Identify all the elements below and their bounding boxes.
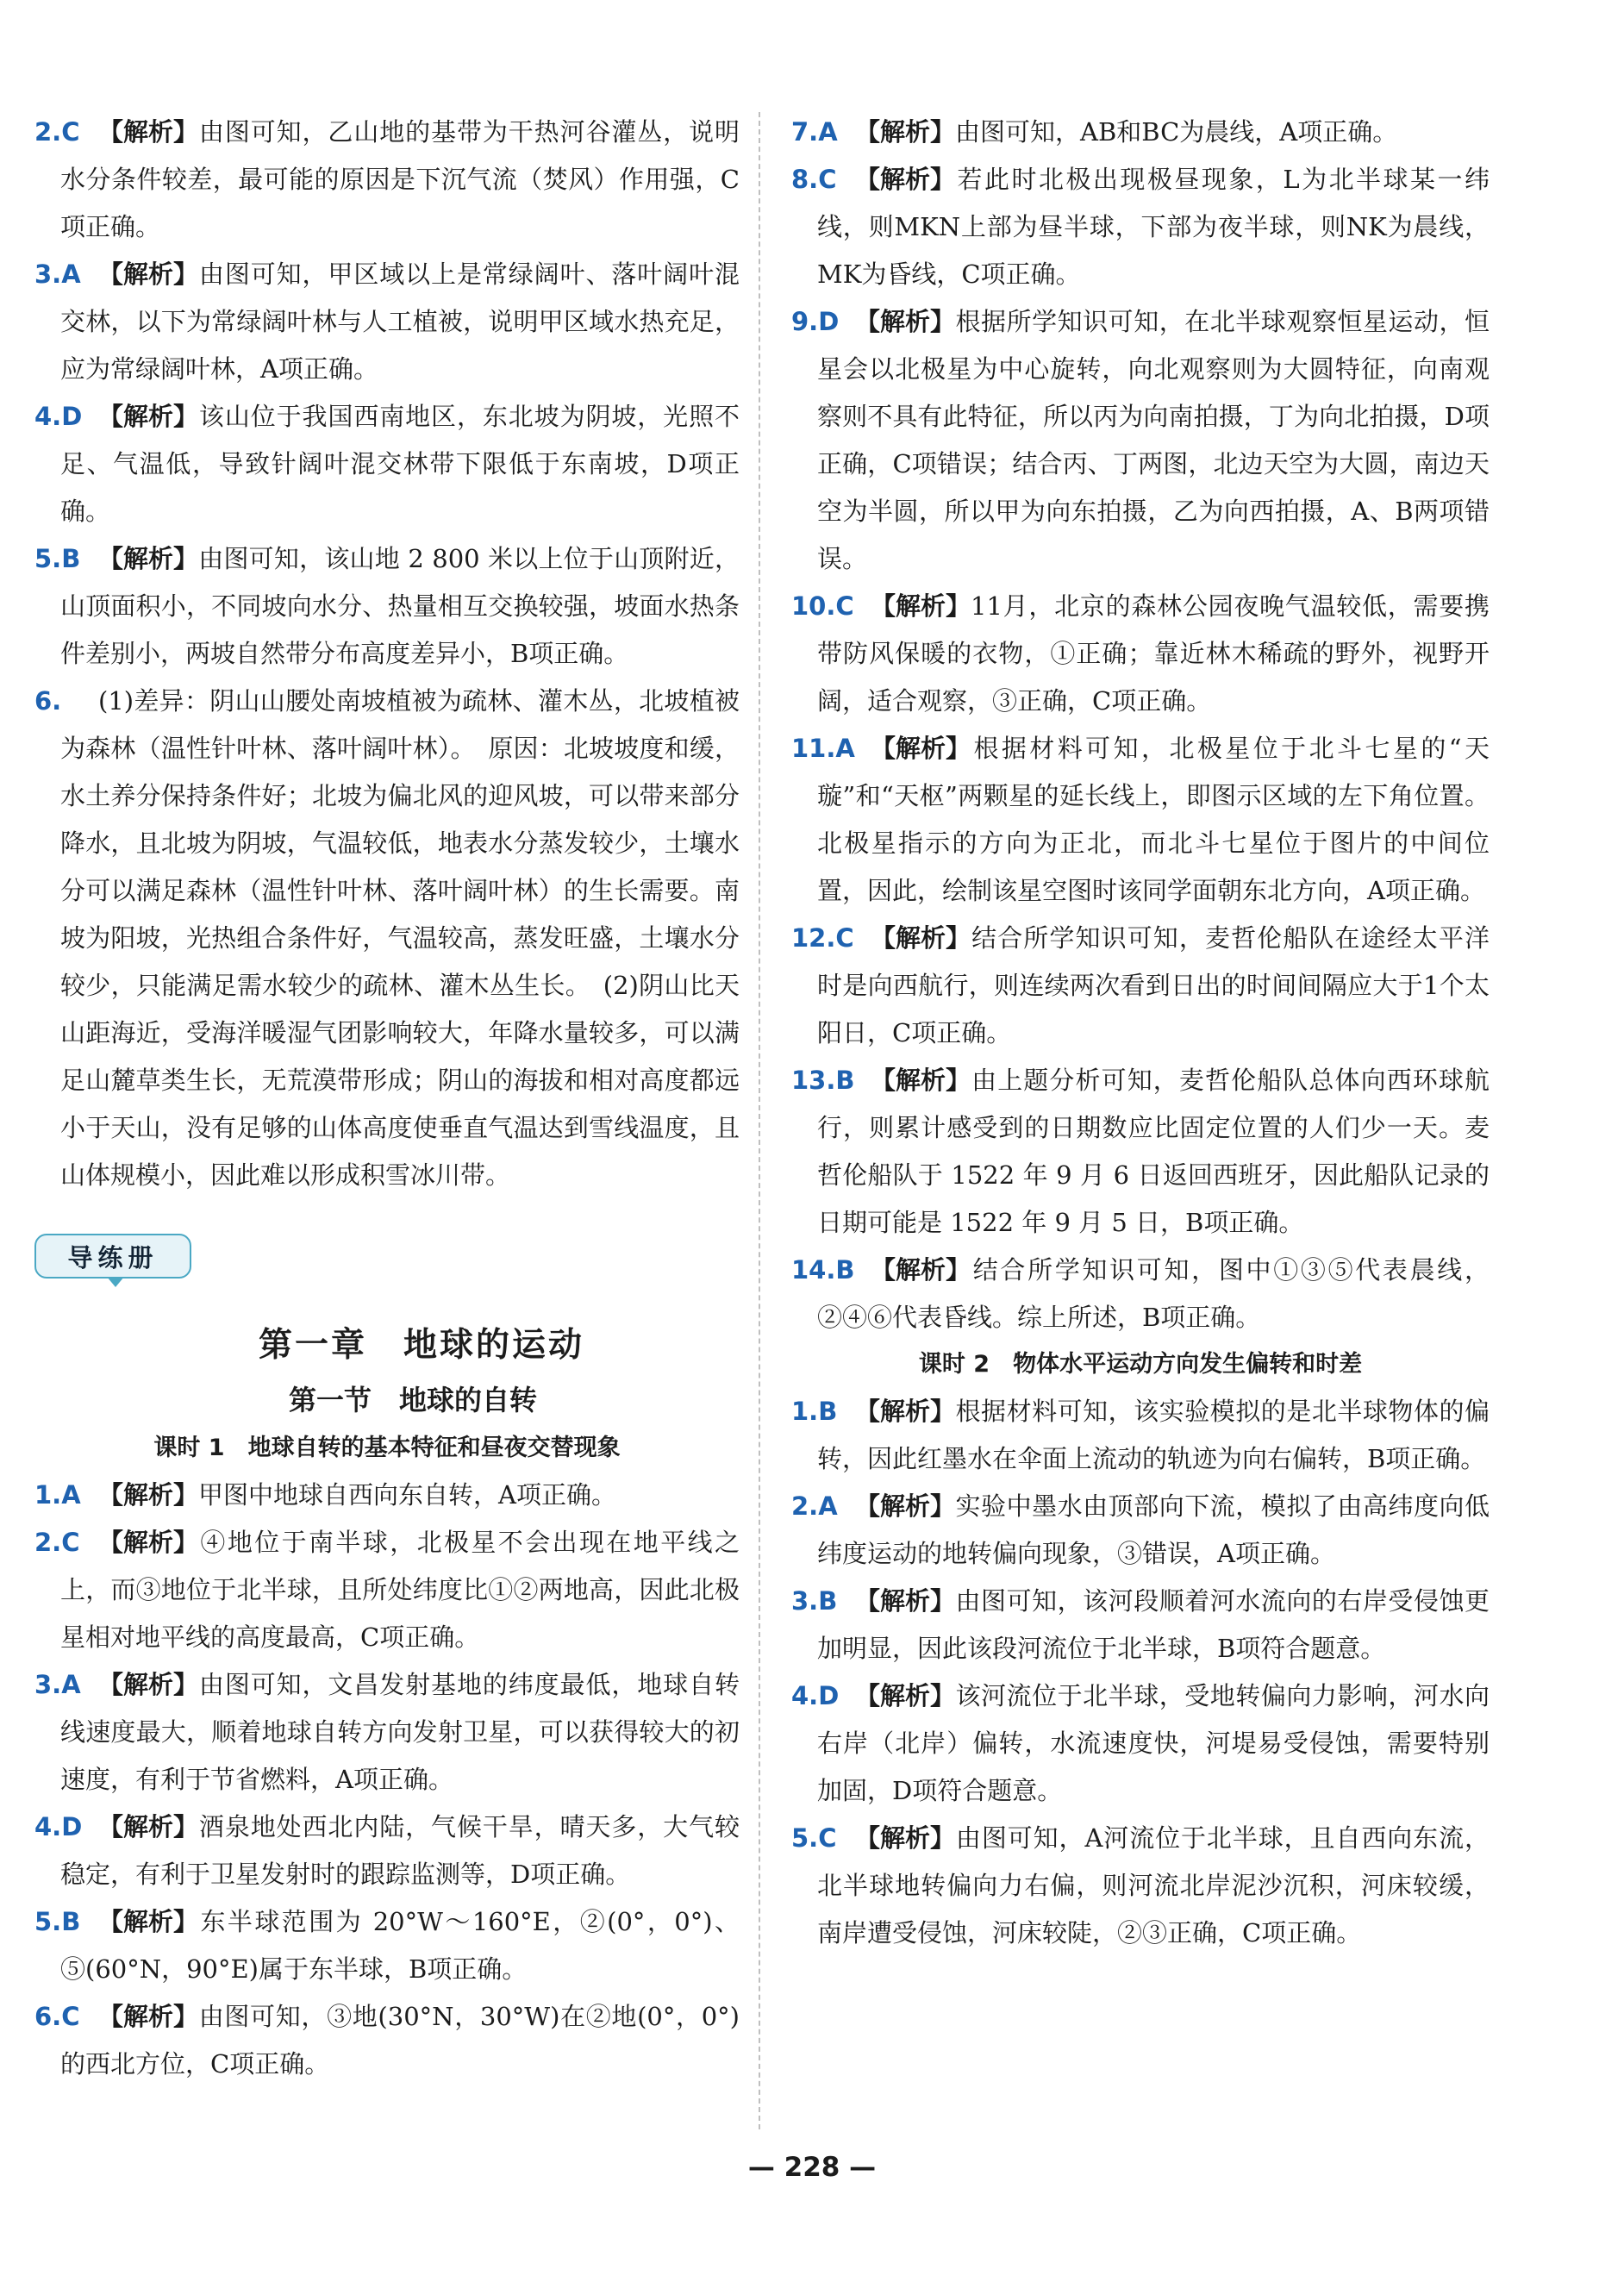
answer-text: 由上题分析可知，麦哲伦船队总体向西环球航行，则累计感受到的日期数应比固定位置的人们少一天。麦哲伦船队于 1522 年 9 月 6 日返回西班牙，因此船队记录的日期可能是 1522 年 9 月 5 日，B项正确。 [817, 1066, 1490, 1237]
answer-number: 2.A [791, 1491, 838, 1521]
analysis-tag: 【解析】 [871, 1066, 971, 1095]
analysis-tag: 【解析】 [855, 165, 956, 194]
answer-number: 4.D [791, 1681, 840, 1710]
answer-number: 6. [34, 686, 62, 716]
answer-number: 14.B [791, 1255, 855, 1285]
analysis-tag: 【解析】 [98, 1670, 199, 1699]
answer-text: 由图可知，A河流位于北半球，且自西向东流，北半球地转偏向力右偏，则河流北岸泥沙沉积，河床较缓，南岸遭受侵蚀，河床较陡，②③正确，C项正确。 [817, 1823, 1490, 1948]
page-number: — 228 — [747, 2152, 877, 2183]
lesson-title-2: 课时 2 物体水平运动方向发生偏转和时差 [918, 1351, 1363, 1378]
answer-text: 由图可知，该河段顺着河水流向的右岸受侵蚀更加明显，因此该段河流位于北半球，B项符合题意。 [817, 1586, 1490, 1663]
analysis-tag: 【解析】 [855, 1586, 956, 1616]
answer-entry [791, 1247, 1490, 1341]
answer-entry [791, 1388, 1490, 1483]
answer-number: 4.D [34, 1812, 83, 1841]
analysis-tag: 【解析】 [98, 259, 199, 289]
answer-number: 3.B [791, 1586, 838, 1616]
answer-entry [791, 1815, 1490, 1957]
answer-entry [34, 393, 740, 535]
answer-text: 由图可知，文昌发射基地的纬度最低，地球自转线速度最大，顺着地球自转方向发射卫星，可以获得较大的初速度，有利于节省燃料，A项正确。 [60, 1670, 740, 1794]
analysis-tag: 【解析】 [98, 2002, 199, 2031]
answer-entry [34, 251, 740, 393]
analysis-tag: 【解析】 [855, 307, 956, 336]
section-title: 第一节 地球的自转 [288, 1384, 537, 1416]
answer-text: 该河流位于北半球，受地转偏向力影响，河水向右岸（北岸）偏转，水流速度快，河堤易受侵蚀，需要特别加固，D项符合题意。 [817, 1681, 1490, 1805]
answer-text: 东半球范围为 20°W～160°E，②(0°，0°)、⑤(60°N，90°E)属于东半球，B项正确。 [60, 1907, 740, 1984]
answer-text: 由图可知，甲区域以上是常绿阔叶、落叶阔叶混交林，以下为常绿阔叶林与人工植被，说明甲区域水热充足，应为常绿阔叶林，A项正确。 [60, 259, 740, 384]
answer-entry [791, 1483, 1490, 1578]
answer-entry [791, 298, 1490, 583]
analysis-tag: 【解析】 [98, 1907, 199, 1936]
answer-number: 9.D [791, 307, 840, 336]
answer-text: 根据所学知识可知，在北半球观察恒星运动，恒星会以北极星为中心旋转，向北观察则为大圆特征，向南观察则不具有此特征，所以丙为向南拍摄，丁为向北拍摄，D项正确，C项错误；结合丙、丁两图，北边天空为大圆，南边天空为半圆，所以甲为向东拍摄，乙为向西拍摄，A、B两项错误。 [817, 307, 1490, 573]
answer-entry [34, 1661, 740, 1804]
answer-entry [34, 1993, 740, 2088]
chapter-title: 第一章 地球的运动 [258, 1325, 584, 1365]
answer-number: 6.C [34, 2002, 80, 2031]
answer-number: 3.A [34, 1670, 81, 1699]
analysis-tag: 【解析】 [98, 1812, 199, 1841]
answer-entry [791, 1672, 1490, 1815]
right-answers-bottom [791, 1388, 1490, 1957]
answer-entry [34, 678, 740, 1199]
left-answers-top [34, 109, 740, 1199]
right-column [791, 109, 1490, 1957]
answer-text: 酒泉地处西北内陆，气候干旱，晴天多，大气较稳定，有利于卫星发射时的跟踪监测等，D项正确。 [60, 1812, 740, 1889]
answer-text: 根据材料可知，该实验模拟的是北半球物体的偏转，因此红墨水在伞面上流动的轨迹为向右偏转，B项正确。 [817, 1397, 1490, 1473]
answer-text: (1)差异：阴山山腰处南坡植被为疏林、灌木丛，北坡植被为森林（温性针叶林、落叶阔叶林）。 原因：北坡坡度和缓，水土养分保持条件好；北坡为偏北风的迎风坡，可以带来部分降水，且北坡为阴坡，气温较低，地表水分蒸发较少，土壤水分可以满足森林（温性针叶林、落叶阔叶林）的生长需要。南坡为阳坡，光热组合条件好，气温较高，蒸发旺盛，土壤水分较少，只能满足需水较少的疏林、灌木丛生长。 (2)阴山比天山距海近，受海洋暖湿气团影响较大，年降水量较多，可以满足山麓草类生长，无荒漠带形成；阴山的海拔和相对高度都远小于天山，没有足够的山体高度使垂直气温达到雪线温度，且山体规模小，因此难以形成积雪冰川带。 [60, 686, 740, 1190]
lesson-title-1: 课时 1 地球自转的基本特征和昼夜交替现象 [153, 1435, 621, 1461]
answer-number: 8.C [791, 165, 837, 194]
analysis-tag: 【解析】 [855, 1491, 956, 1521]
column-divider [759, 112, 760, 2129]
left-column [34, 109, 740, 2088]
analysis-tag: 【解析】 [855, 1397, 956, 1426]
analysis-tag: 【解析】 [855, 117, 956, 147]
answer-text: 根据材料可知，北极星位于北斗七星的“天璇”和“天枢”两颗星的延长线上，即图示区域的左下角位置。北极星指示的方向为正北，而北斗七星位于图片的中间位置，因此，绘制该星空图时该同学面朝东北方向，A项正确。 [817, 734, 1490, 905]
answer-number: 5.B [34, 544, 81, 573]
answer-text: 由图可知，该山地 2 800 米以上位于山顶附近，山顶面积小，不同坡向水分、热量相互交换较强，坡面水热条件差别小，两坡自然带分布高度差异小，B项正确。 [60, 544, 740, 668]
answer-text: 由图可知，③地(30°N，30°W)在②地(0°，0°)的西北方位，C项正确。 [60, 2002, 740, 2079]
left-answers-bottom [34, 1472, 740, 2088]
analysis-tag: 【解析】 [98, 1528, 199, 1557]
answer-number: 1.B [791, 1397, 838, 1426]
answer-text: 由图可知，AB和BC为晨线，A项正确。 [955, 117, 1398, 147]
analysis-tag: 【解析】 [871, 1255, 971, 1285]
answer-number: 7.A [791, 117, 838, 147]
answer-number: 11.A [791, 734, 855, 763]
right-answers-top [791, 109, 1490, 1341]
analysis-tag: 【解析】 [98, 544, 199, 573]
answer-number: 5.C [791, 1823, 837, 1853]
analysis-tag: 【解析】 [855, 1681, 956, 1710]
analysis-tag: 【解析】 [871, 734, 971, 763]
answer-number: 1.A [34, 1480, 81, 1510]
analysis-tag: 【解析】 [855, 1823, 956, 1853]
answer-number: 2.C [34, 117, 80, 147]
answer-entry [34, 535, 740, 678]
analysis-tag: 【解析】 [98, 1480, 199, 1510]
answer-entry [34, 1472, 740, 1519]
answer-number: 2.C [34, 1528, 80, 1557]
answer-text: 实验中墨水由顶部向下流，模拟了由高纬度向低纬度运动的地转偏向现象，③错误，A项正确。 [817, 1491, 1490, 1568]
answer-text: 结合所学知识可知，图中①③⑤代表晨线，②④⑥代表昏线。综上所述，B项正确。 [817, 1255, 1490, 1332]
answer-number: 5.B [34, 1907, 81, 1936]
analysis-tag: 【解析】 [871, 923, 971, 953]
answer-number: 10.C [791, 591, 854, 621]
answer-text: 11月，北京的森林公园夜晚气温较低，需要携带防风保暖的衣物，①正确；靠近林木稀疏的野外，视野开阔，适合观察，③正确，C项正确。 [817, 591, 1490, 716]
answer-entry [791, 1057, 1490, 1247]
answer-entry [34, 1519, 740, 1661]
answer-entry [34, 1804, 740, 1898]
answer-entry [791, 725, 1490, 915]
answer-entry [34, 109, 740, 251]
answer-entry [791, 109, 1490, 156]
answer-text: 该山位于我国西南地区，东北坡为阴坡，光照不足、气温低，导致针阔叶混交林带下限低于东南坡，D项正确。 [60, 402, 740, 526]
answer-number: 3.A [34, 259, 81, 289]
answer-number: 13.B [791, 1066, 855, 1095]
answer-entry [791, 156, 1490, 298]
analysis-tag: 【解析】 [98, 402, 199, 431]
answer-number: 12.C [791, 923, 854, 953]
exercise-book-badge: 导练册 [34, 1234, 191, 1279]
answer-entry [791, 1578, 1490, 1672]
answer-text: ④地位于南半球，北极星不会出现在地平线之上，而③地位于北半球，且所处纬度比①②两地高，因此北极星相对地平线的高度最高，C项正确。 [60, 1528, 740, 1652]
answer-text: 由图可知，乙山地的基带为干热河谷灌丛，说明水分条件较差，最可能的原因是下沉气流（焚风）作用强，C项正确。 [60, 117, 740, 241]
answer-entry [34, 1898, 740, 1993]
answer-text: 甲图中地球自西向东自转，A项正确。 [198, 1480, 616, 1510]
answer-entry [791, 583, 1490, 725]
answer-text: 若此时北极出现极昼现象，L为北半球某一纬线，则MKN上部为昼半球，下部为夜半球，则NK为晨线，MK为昏线，C项正确。 [817, 165, 1490, 289]
analysis-tag: 【解析】 [98, 117, 199, 147]
answer-entry [791, 915, 1490, 1057]
answer-number: 4.D [34, 402, 83, 431]
answer-text: 结合所学知识可知，麦哲伦船队在途经太平洋时是向西航行，则连续两次看到日出的时间间隔应大于1个太阳日，C项正确。 [817, 923, 1490, 1047]
analysis-tag: 【解析】 [871, 591, 971, 621]
